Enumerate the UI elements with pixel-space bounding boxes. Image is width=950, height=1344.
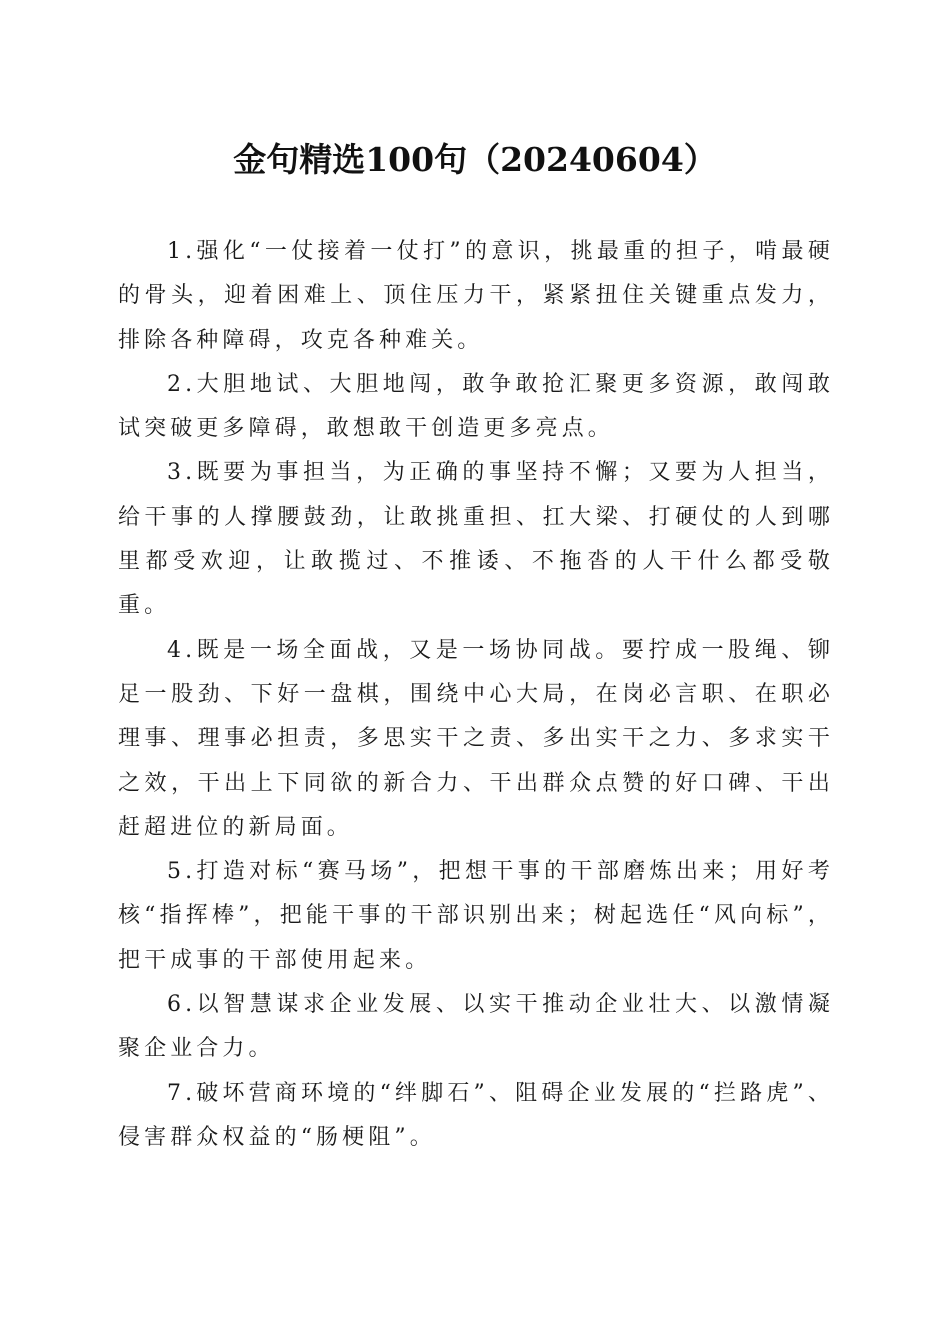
paragraph-1: 1.强化“一仗接着一仗打”的意识，挑最重的担子，啃最硬的骨头，迎着困难上、顶住压力干，紧紧扭住关键重点发力，排除各种障碍，攻克各种难关。 [118,239,834,353]
paragraph-4: 4.既是一场全面战，又是一场协同战。要拧成一股绳、铆足一股劲、下好一盘棋，围绕中心大局，在岗必言职、在职必理事、理事必担责，多思实干之责、多出实干之力、多求实干之效，干出上下同欲的新合力、干出群众点赞的好口碑、干出赶超进位的新局面。 [118,637,834,840]
paragraph-2: 2.大胆地试、大胆地闯，敢争敢抢汇聚更多资源，敢闯敢试突破更多障碍，敢想敢干创造更多亮点。 [118,371,834,442]
paragraph-3: 3.既要为事担当，为正确的事坚持不懈；又要为人担当，给干事的人撑腰鼓劲，让敢挑重担、扛大梁、打硬仗的人到哪里都受欢迎，让敢揽过、不推诿、不拖沓的人干什么都受敬重。 [118,460,834,619]
paragraph-7: 7.破坏营商环境的“绊脚石”、阻碍企业发展的“拦路虎”、侵害群众权益的“肠梗阻”。 [118,1080,834,1150]
paragraph-5: 5.打造对标“赛马场”，把想干事的干部磨炼出来；用好考核“指挥棒”，把能干事的干部识别出来；树起选任“风向标”，把干成事的干部使用起来。 [118,859,834,973]
document-body [118,230,834,1160]
document-title: 金句精选100句（20240604） [233,140,717,179]
paragraph-6: 6.以智慧谋求企业发展、以实干推动企业壮大、以激情凝聚企业合力。 [118,992,834,1062]
